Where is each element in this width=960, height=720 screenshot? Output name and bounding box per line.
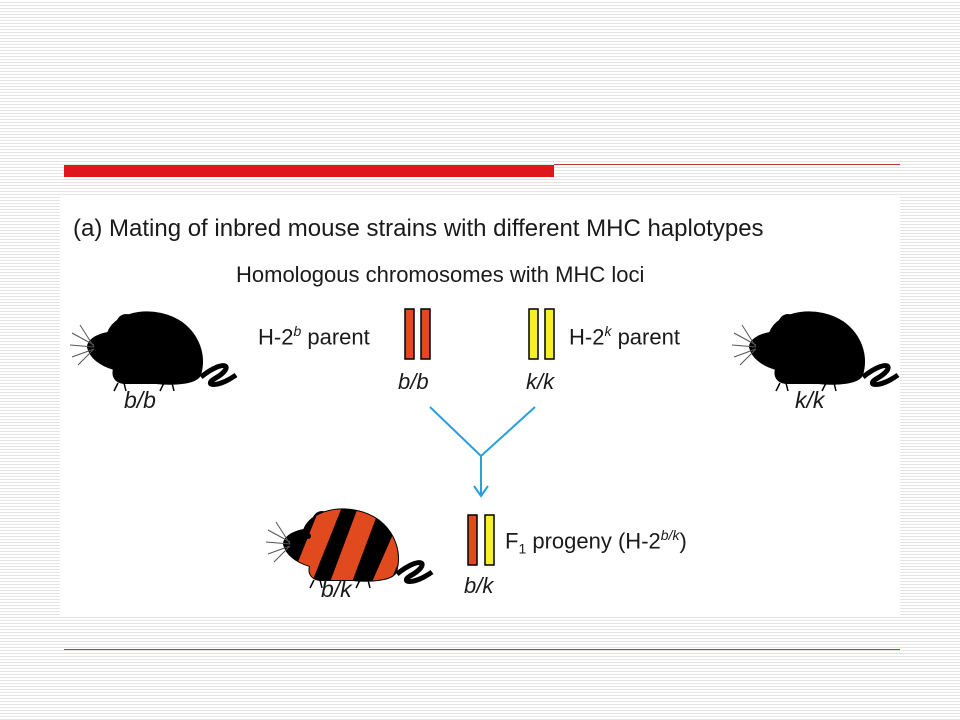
b-b-mouse [70, 312, 236, 391]
right-parent-label-prefix: H-2 [569, 324, 605, 350]
right-mouse-genotype: k/k [795, 387, 825, 413]
right-chromosome-genotype: k/k [526, 369, 555, 394]
right-parent-label-suffix: parent [611, 324, 680, 350]
progeny-label [505, 527, 687, 557]
figure-subtitle: Homologous chromosomes with MHC loci [236, 262, 645, 287]
left-parent-label-sup: b [293, 323, 302, 339]
figure-title: (a) Mating of inbred mouse strains with different MHC haplotypes [73, 215, 764, 242]
chromosome-progeny-b [468, 515, 477, 565]
progeny-label-f: F [505, 528, 519, 554]
left-mouse-genotype: b/b [124, 387, 156, 413]
progeny-label-middle: progeny (H-2 [526, 528, 661, 554]
mating-arrow [430, 407, 535, 496]
chromosome-k-2 [545, 309, 554, 359]
chromosome-b-2 [421, 309, 430, 359]
progeny-label-end: ) [679, 528, 687, 554]
right-parent-label-sup: k [604, 323, 612, 339]
chromosome-b-1 [405, 309, 414, 359]
left-chromosome-genotype: b/b [398, 369, 429, 394]
left-parent-label [258, 323, 370, 350]
left-parent-label-prefix: H-2 [258, 324, 294, 350]
progeny-mouse-genotype: b/k [321, 576, 352, 602]
left-parent-label-suffix: parent [301, 324, 370, 350]
progeny-label-sup: b/k [660, 527, 680, 543]
progeny-label-sub: 1 [518, 540, 527, 557]
chromosome-progeny-k [485, 515, 494, 565]
k-k-mouse [732, 312, 898, 391]
progeny-chromosome-genotype: b/k [464, 573, 494, 598]
chromosome-k-1 [529, 309, 538, 359]
right-parent-label [569, 323, 680, 350]
